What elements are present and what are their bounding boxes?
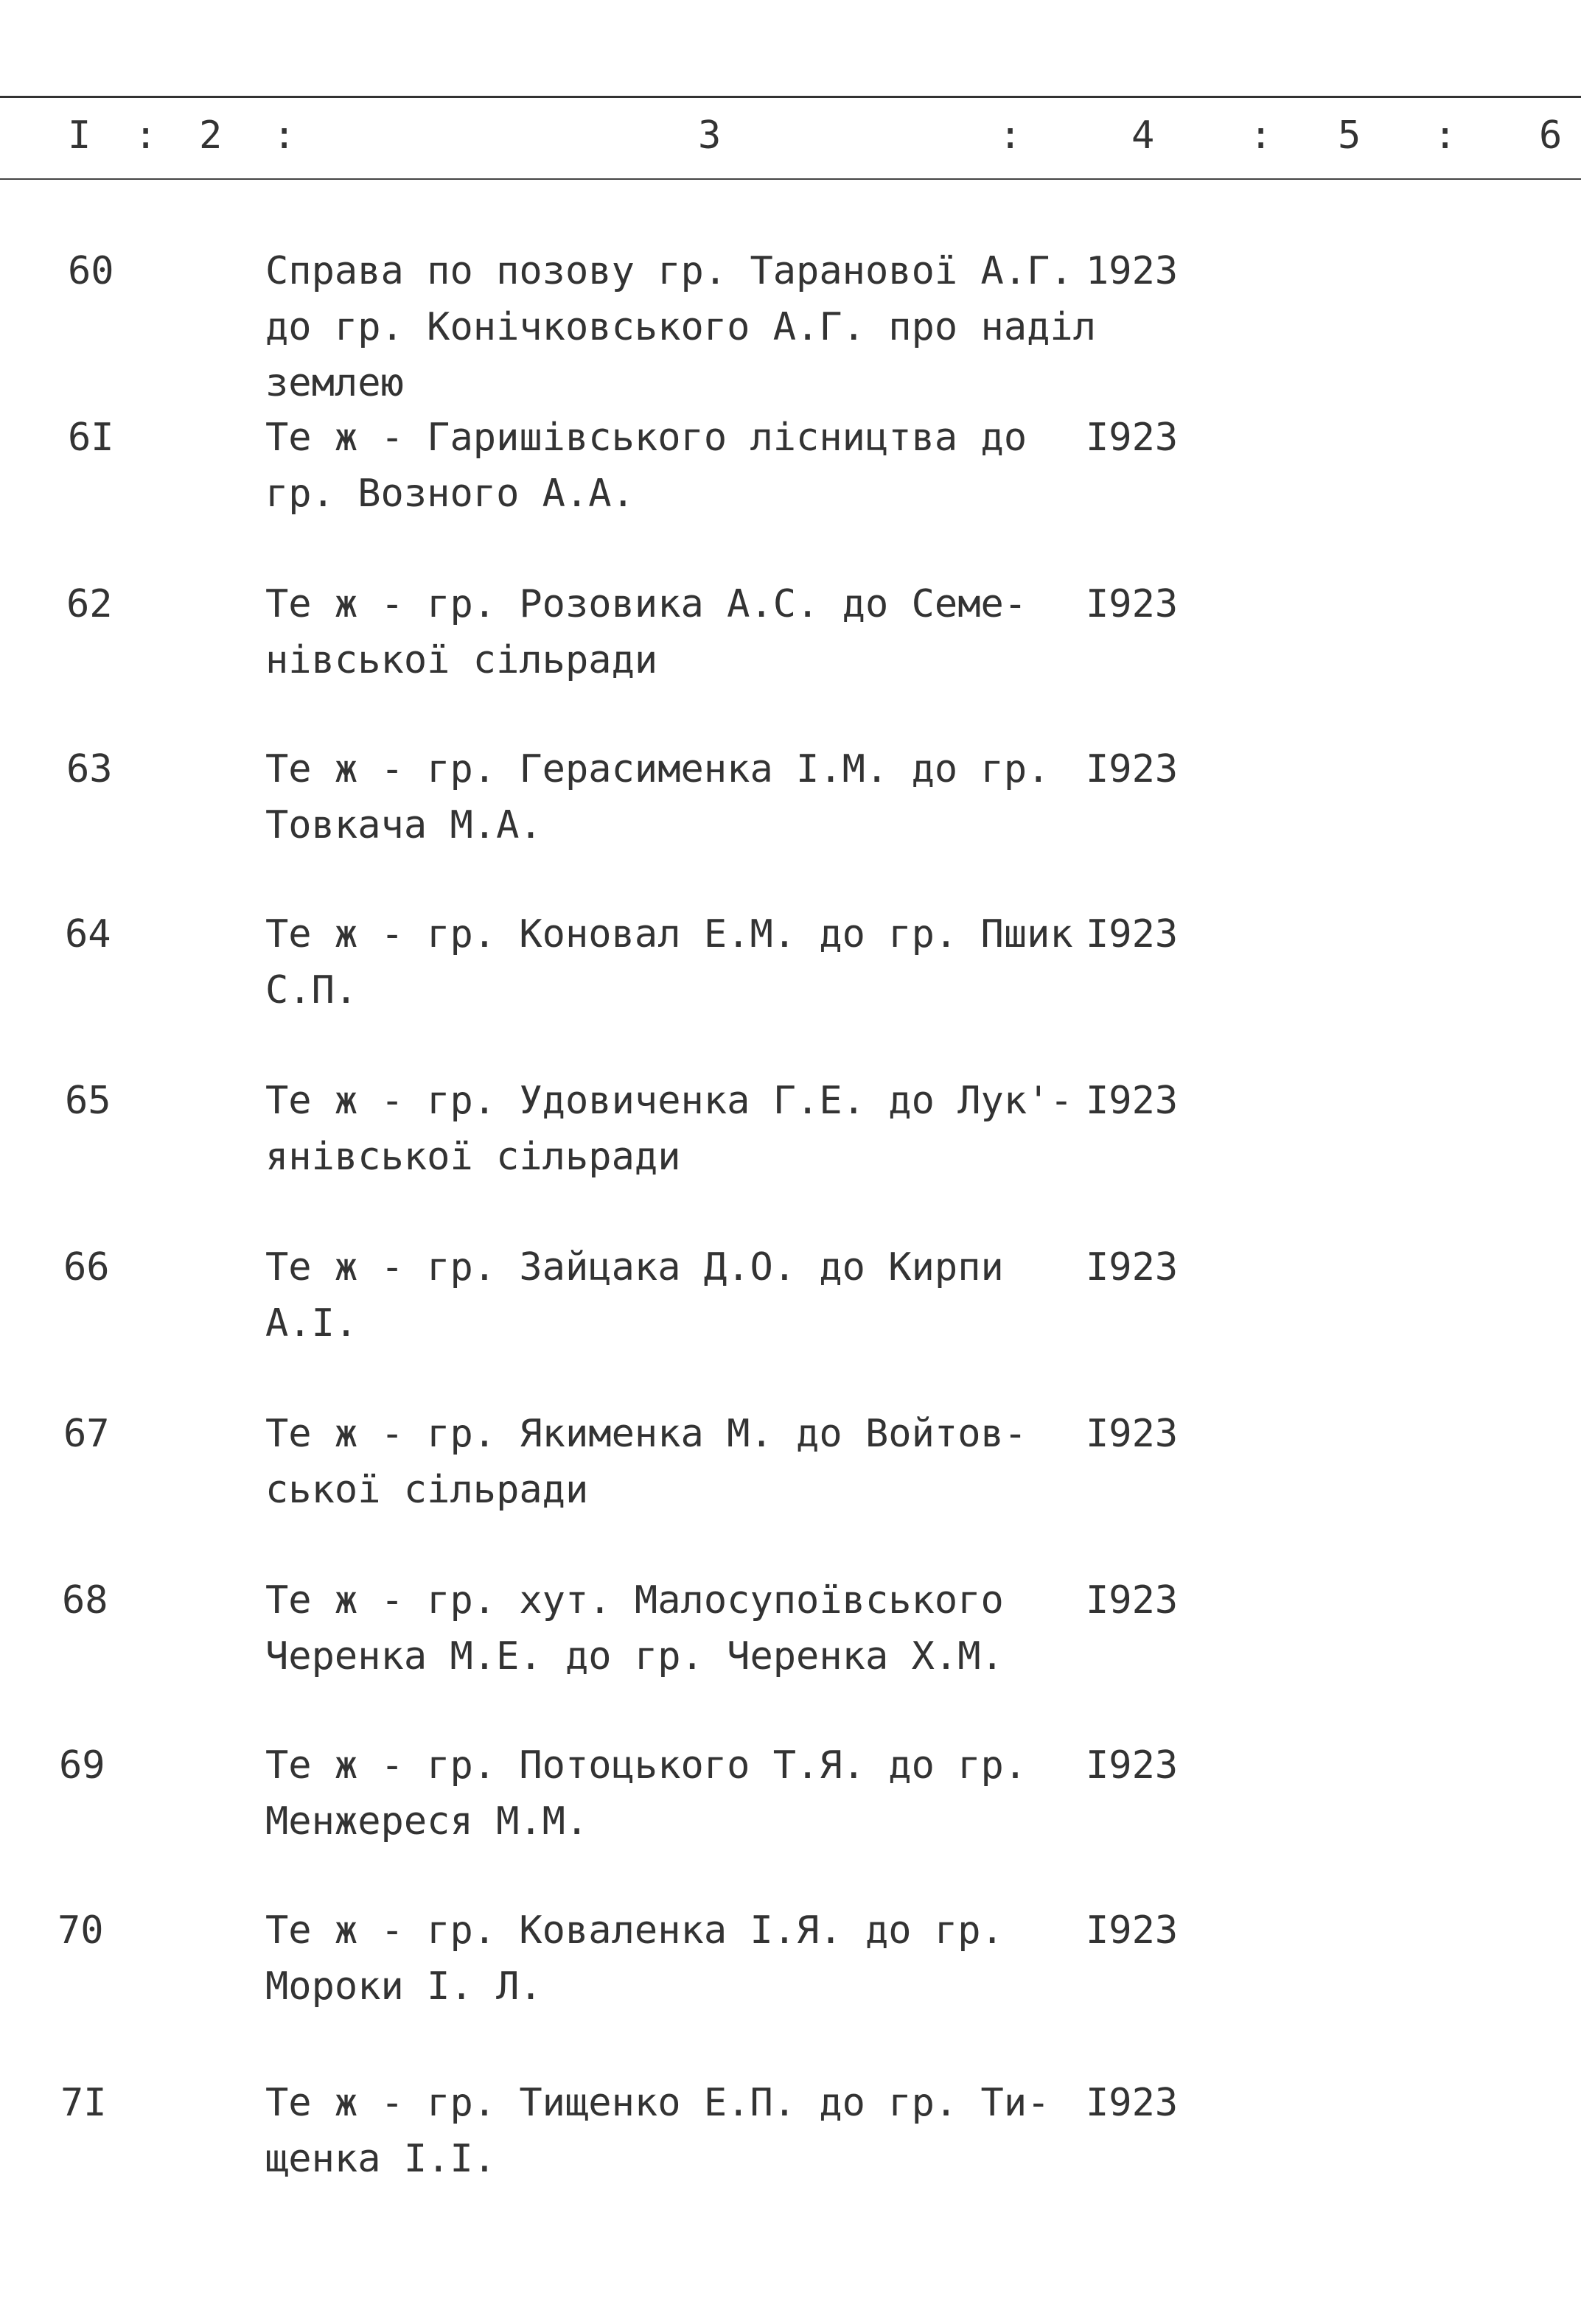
row-description (265, 576, 1091, 688)
row-year: I923 (1086, 1743, 1179, 1788)
row-description (265, 1572, 1091, 1684)
description-line: до гр. Конічковського А.Г. про наділ (265, 305, 1097, 349)
row-year: I923 (1086, 416, 1179, 460)
row-number: 64 (65, 912, 111, 956)
row-description (265, 1073, 1091, 1185)
row-number: 62 (66, 582, 113, 626)
header-bottom-rule (0, 178, 1581, 180)
row-number: 63 (66, 747, 113, 791)
description-line: Те ж - Гаришівського лісництва до (265, 416, 1027, 460)
description-line: Те ж - гр. Удовиченка Г.Е. до Лук'- (265, 1079, 1073, 1123)
header-separator: : (273, 113, 296, 158)
header-col-2: 2 (199, 113, 223, 158)
description-line: нівської сільради (265, 638, 658, 682)
row-description (265, 906, 1091, 1018)
header-separator: : (999, 113, 1022, 158)
row-number: 67 (63, 1412, 110, 1456)
header-separator: : (134, 113, 158, 158)
description-line: ської сільради (265, 1468, 589, 1512)
description-line: Те ж - гр. Тищенко Е.П. до гр. Ти- (265, 2081, 1050, 2125)
row-number: 70 (57, 1908, 104, 1953)
row-description (265, 1737, 1091, 1849)
row-year: I923 (1086, 1908, 1179, 1953)
description-line: Те ж - гр. Якименка М. до Войтов- (265, 1412, 1027, 1456)
description-line: Мороки І. Л. (265, 1964, 542, 2009)
header-col-5: 5 (1338, 113, 1361, 158)
row-year: I923 (1086, 747, 1179, 791)
row-year: I923 (1086, 582, 1179, 626)
row-number: 60 (68, 249, 114, 293)
description-line: гр. Возного А.А. (265, 472, 635, 516)
row-year: I923 (1086, 1245, 1179, 1289)
description-line: Те ж - гр. Розовика А.С. до Семе- (265, 582, 1027, 626)
row-number: 68 (62, 1578, 108, 1623)
description-line: Те ж - гр. Коваленка І.Я. до гр. (265, 1908, 1004, 1953)
description-line: Справа по позову гр. Таранової А.Г. (265, 249, 1073, 293)
row-number: 69 (59, 1743, 105, 1788)
row-year: I923 (1086, 1079, 1179, 1123)
description-line: Те ж - гр. Потоцького Т.Я. до гр. (265, 1743, 1027, 1788)
row-description (265, 2075, 1091, 2187)
header-separator: : (1434, 113, 1457, 158)
description-line: Те ж - гр. хут. Малосупоївського (265, 1578, 1004, 1623)
row-description (265, 243, 1097, 411)
description-line: Те ж - гр. Коновал Е.М. до гр. Пшик (265, 912, 1073, 956)
description-line: Те ж - гр. Зайцака Д.О. до Кирпи (265, 1245, 1004, 1289)
header-separator: : (1249, 113, 1273, 158)
row-number: 6I (68, 416, 114, 460)
row-number: 66 (63, 1245, 110, 1289)
description-line: А.І. (265, 1301, 358, 1345)
header-col-4: 4 (1131, 113, 1155, 158)
header-col-1: I (68, 113, 91, 158)
row-number: 7I (60, 2081, 107, 2125)
description-line: С.П. (265, 968, 358, 1012)
row-number: 65 (65, 1079, 111, 1123)
header-col-6: 6 (1539, 113, 1563, 158)
header-top-rule (0, 96, 1581, 98)
row-year: 1923 (1086, 249, 1179, 293)
row-year: I923 (1086, 912, 1179, 956)
row-description (265, 1406, 1091, 1518)
description-line: янівської сільради (265, 1135, 681, 1179)
row-description (265, 1239, 1091, 1351)
description-line: землею (265, 361, 404, 405)
row-description (265, 1903, 1091, 2015)
description-line: Товкача М.А. (265, 803, 542, 847)
description-line: Те ж - гр. Герасименка І.М. до гр. (265, 747, 1050, 791)
description-line: Менжереся М.М. (265, 1799, 589, 1844)
description-line: Черенка М.Е. до гр. Черенка Х.М. (265, 1634, 1004, 1679)
row-year: I923 (1086, 1578, 1179, 1623)
description-line: щенка І.І. (265, 2137, 497, 2181)
row-year: I923 (1086, 2081, 1179, 2125)
row-description (265, 741, 1091, 853)
row-year: I923 (1086, 1412, 1179, 1456)
row-description (265, 410, 1091, 522)
header-col-3: 3 (698, 113, 722, 158)
